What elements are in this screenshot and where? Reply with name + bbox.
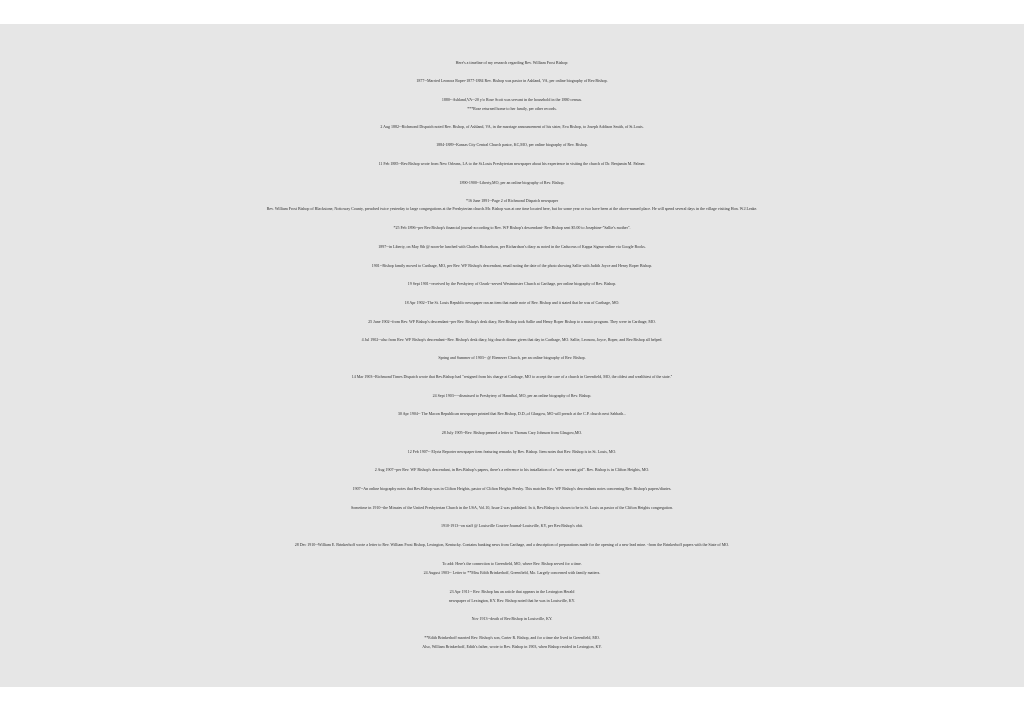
- intro-line: Here's a timeline of my research regarding Rev. William Frost Bishop:: [455, 60, 569, 65]
- timeline-entry: 25 June 1902--from Rev. WF Bishop's descendant--per Rev. Bishop's desk diary, Rev.Bishop took Sallie and Henry Roper Bishop to a music program. They were in Carthage, MO.: [368, 319, 656, 324]
- timeline-entry: 1884-1889--Kansas City Central Church pastor, KC,MO, per online biography of Rev. Bishop.: [436, 142, 588, 147]
- timeline-entry: 1890-1900--Liberty,MO, per an online biography of Rev. Bishop.: [459, 180, 565, 185]
- timeline-entry: 1901--Bishop family moved to Carthage, MO, per Rev. WF Bishop's descendant, email noting the date of the photo showing Sallie with Judith Joyce and Henry Roper Bishop.: [371, 263, 653, 268]
- timeline-entry: 19 Sept 1901--received by the Presbytery of Ozark--served Westminster Church at Carthage, per online biography of Rev. Bishop.: [407, 281, 617, 286]
- timeline-entry: 23 Apr 1911-- Rev. Bishop has an article that appears in the Lexington Herald: [449, 589, 575, 594]
- timeline-entry: 14 Mar 1903--Richmond Times Dispatch wrote that Rev.Bishop had "resigned from his charge at Carthage, MO to accept the care of a church in Greenfield, MO, the oldest and wealthiest of the state.": [351, 374, 673, 379]
- timeline-note: ***Rose returned home to her family, per other records.: [467, 106, 557, 111]
- timeline-entry: Sometime in 1910--the Minutes of the United Presbyterian Church in the USA, Vol.10, Issue 2 was published. In it, Rev.Bishop is shown to be in St. Louis as pastor of the Clifton Heights congregation.: [351, 505, 673, 510]
- timeline-entry: 28 Dec 1910--William E. Brinkerhoff wrote a letter to Rev. William Frost Bishop, Lexington, Kentucky. Contains banking news from Carthage, and a description of preparations made for the opening of a new lead mine. -from the Brinkerhoff papers with the State of MO.: [294, 542, 730, 547]
- footnote: **Edith Brinkerhoff married Rev. Bishop's son, Carter R. Bishop, and for a time she lived in Greenfield, MO.: [424, 635, 600, 640]
- addendum-heading: To add: Here's the connection to Greenfield, MO, where Rev. Bishop served for a time.: [442, 561, 582, 566]
- timeline-entry: 1907--An online biography notes that Rev.Bishop was in Clifton Heights, pastor of Clifton Heights Presby. This matches Rev. WF Bishop's descendants notes concerning Rev. Bishop's papers/diaries.: [352, 486, 672, 491]
- timeline-entry: 2 Aug 1907--per Rev. WF Bishop's descendant, in Rev.Bishop's papers, there's a reference to his installation of a "new servant girl". Rev. Bishop is in Clifton Heights, MO.: [374, 467, 650, 472]
- timeline-entry: 28 July 1905--Rev. Bishop penned a letter to Thomas Cary Johnson from Glasgow,MO.: [441, 430, 583, 435]
- timeline-entry: 2 Aug 1882--Richmond Dispatch noted Rev. Bishop, of Ashland, VA, in the marriage announcement of his sister, Eva Bishop, to Joseph Addison Smith, of St.Louis.: [380, 124, 644, 129]
- timeline-entry: 12 Feb 1907-- Elyria Reporter newspaper item featuring remarks by Rev. Bishop. Item notes that Rev. Bishop is in St. Louis, MO.: [407, 449, 617, 454]
- timeline-entry: Nov 1913--death of Rev.Bishop in Louisville, KY.: [471, 616, 553, 621]
- timeline-entry: 1877--Married Leonora Roper-1877-1884 Rev. Bishop was pastor in Ashland, VA, per online biography of Rev.Bishop.: [416, 78, 608, 83]
- timeline-entry: 18 Apr 1902--The St. Louis Republic newspaper ran an item that made note of Rev. Bishop and it stated that he was of Carthage, MO.: [404, 300, 620, 305]
- timeline-entry-continued: newspaper of Lexington, KY. Rev. Bishop noted that he was in Louisville, KY.: [448, 598, 576, 603]
- timeline-entry: *25 Feb 1896--per Rev.Bishop's financial journal-according to Rev. WF Bishop's descendant- Rev.Bishop sent $5.00 to Josephine-"Sallie's mother".: [393, 225, 631, 230]
- timeline-entry: 4 Jul 1902--also from Rev. WF Bishop's descendant--Rev. Bishop's desk diary, big church dinner given that day in Carthage, MO. Sallie, Leonora, Joyce, Roper, and Rev.Bishop all helped.: [361, 337, 663, 342]
- timeline-entry: 11 Feb 1885--Rev.Bishop wrote from New Orleans, LA to the St.Louis Presbyterian newspaper about his experience in visiting the church of Dr. Benjamin M. Palmer.: [378, 161, 646, 166]
- timeline-entry: 1880--Ashland,VA--20 y/o Rose Scott was servant in the household in the 1880 census.: [441, 97, 583, 102]
- timeline-entry: Spring and Summer of 1903-- @ Ebenezer Church, per an online biography of Rev. Bishop.: [438, 355, 586, 360]
- newspaper-quote: Rev. William Frost Bishop of Blackstone, Nottoway County, preached twice yesterday to large congregations at the Presbyterian church.Mr. Bishop was at one time located here, but for some year or two have been at the above-named place. He will spend several days in the village visiting Hon. W.J.Leake.: [266, 206, 758, 211]
- footnote-continued: Also, William Brinkerhoff, Edith's father, wrote to Rev. Bishop in 1903, when Bishop resided in Lexington, KY.: [422, 644, 602, 649]
- timeline-entry: 1897--in Liberty, on May 8th @ noon-he lunched with Charles Richardson, per Richardson's diary as noted in the Caduceus of Kappa Sigma-online via Google Books.: [378, 244, 646, 249]
- document-page: [0, 24, 1024, 687]
- timeline-entry: 1910-1913--on staff @ Louisville Courier-Journal-Louisville, KY, per Rev.Bishop's obit.: [440, 523, 584, 528]
- timeline-entry: 24 Sept 1903----dismissed to Presbytery of Hannibal, MO, per an online biography of Rev. Bishop.: [432, 393, 592, 398]
- timeline-entry: *16 June 1891--Page 2 of Richmond Dispatch newspaper: [465, 198, 559, 203]
- timeline-entry: 30 Apr 1904-- The Macon Republican newspaper printed that Rev.Bishop, D.D.,of Glasgow, MO will preach at the C.P. church next Sabbath...: [397, 411, 627, 416]
- timeline-entry: 24 August 1903-- Letter to **Miss Edith Brinkerhoff, Greenfield, Mo. Largely concerned with family matters.: [423, 570, 601, 575]
